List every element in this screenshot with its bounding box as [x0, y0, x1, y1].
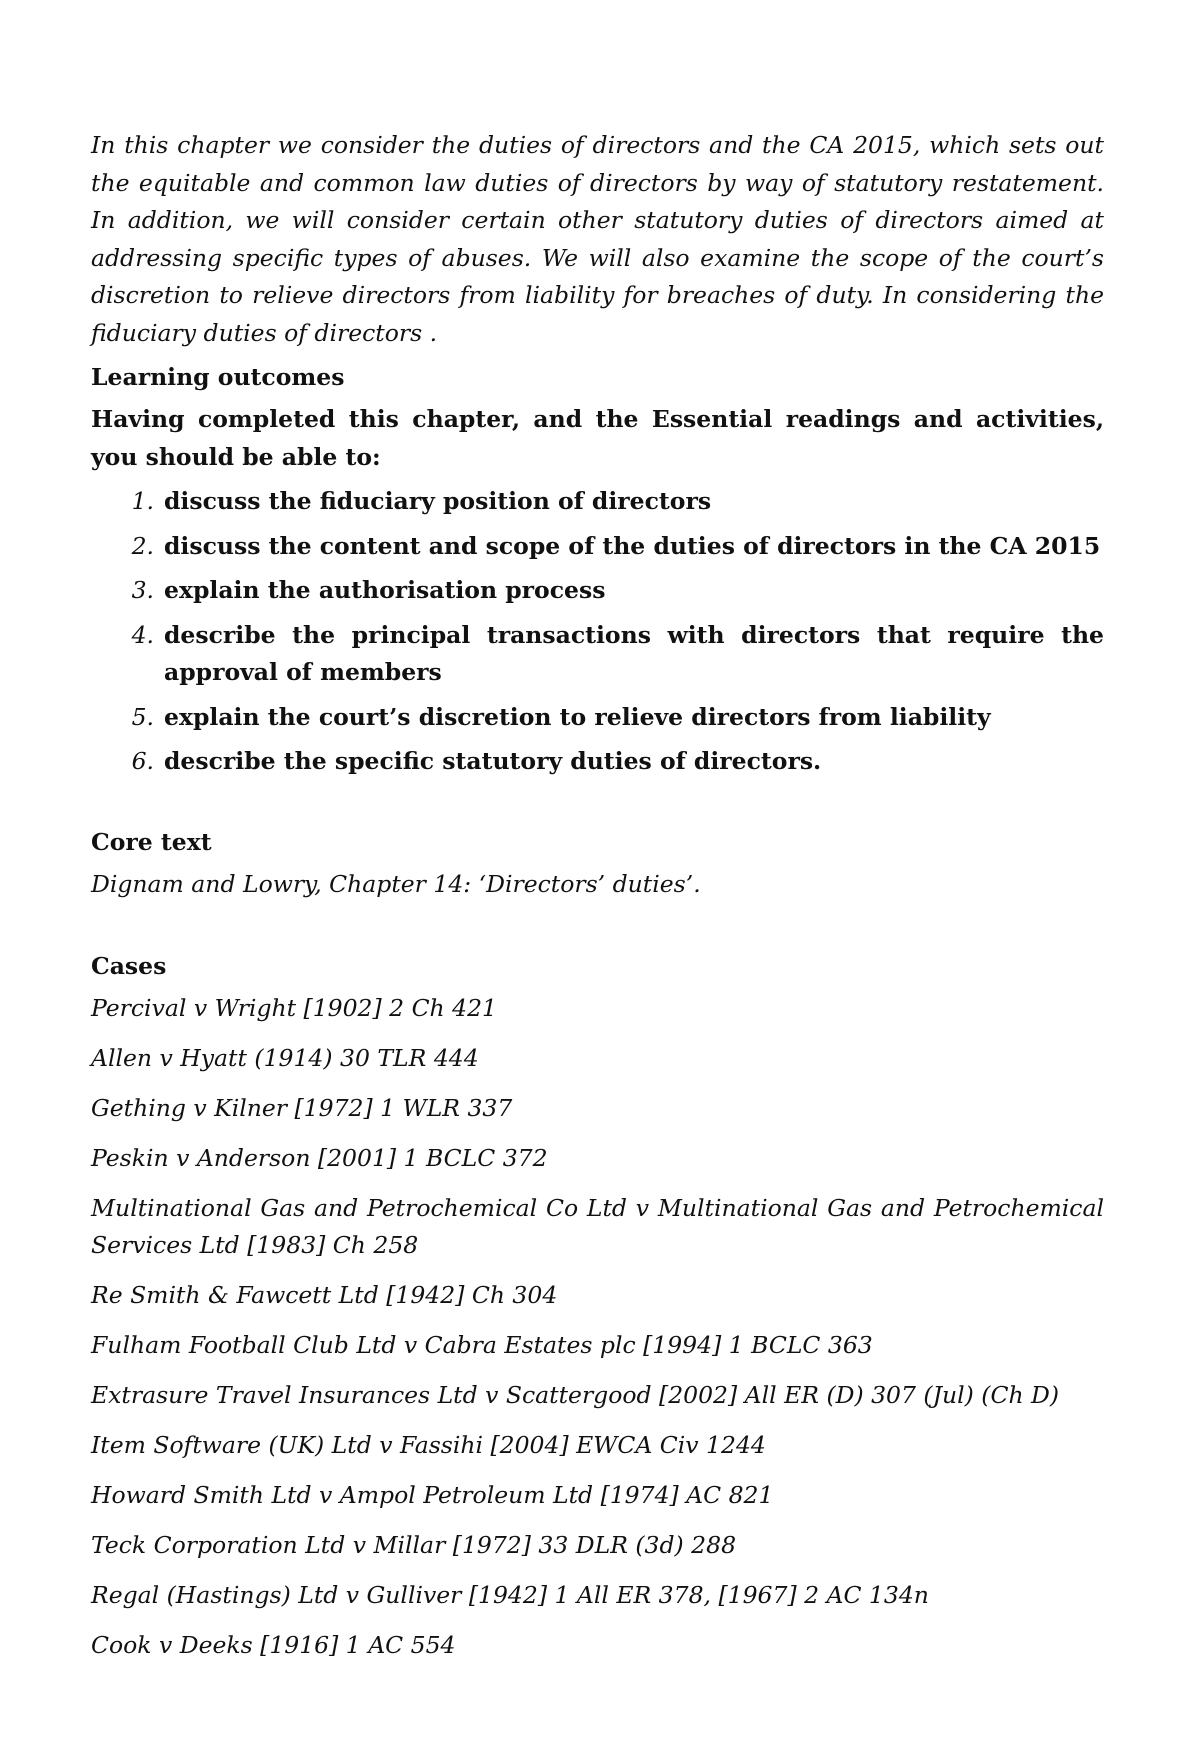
case-citation: Fulham Football Club Ltd v Cabra Estates plc [1994] 1 BCLC 363 — [91, 1330, 873, 1359]
list-number: 1. — [131, 487, 154, 515]
list-number: 2. — [131, 531, 154, 560]
case-citation: Howard Smith Ltd v Ampol Petroleum Ltd [1974] AC 821 — [91, 1480, 774, 1509]
core-text-reference: Dignam and Lowry, Chapter 14: ‘Directors’ duties’. — [91, 869, 701, 898]
learning-outcome-text: explain the court’s discretion to relieve directors from liability — [164, 702, 991, 731]
list-number: 5. — [131, 702, 154, 731]
learning-outcomes-heading: Learning outcomes — [91, 363, 345, 391]
case-citation: Multinational Gas and Petrochemical Co Ltd v Multinational Gas and Petrochemical Services Ltd [1983] Ch 258 — [91, 1193, 1104, 1259]
learning-outcome-text: discuss the content and scope of the duties of directors in the CA 2015 — [164, 531, 1101, 560]
learning-outcome-item — [91, 572, 1104, 610]
intro-paragraph: In this chapter we consider the duties of directors and the CA 2015, which sets out the equitable and common law duties of directors by way of statutory restatement. In addition, we will consider certain other statutory duties of directors aimed at addressing specific types of abuses. We will also examine the scope of the court’s discretion to relieve directors from liability for breaches of duty. In considering the fiduciary duties of directors . — [91, 131, 1104, 347]
case-citation: Item Software (UK) Ltd v Fassihi [2004] EWCA Civ 1244 — [91, 1430, 766, 1459]
learning-outcomes-list — [91, 483, 1104, 781]
learning-outcomes-lead: Having completed this chapter, and the Essential readings and activities, you should be able to: — [91, 405, 1104, 471]
case-citation: Extrasure Travel Insurances Ltd v Scattergood [2002] All ER (D) 307 (Jul) (Ch D) — [91, 1380, 1060, 1409]
document-page — [91, 127, 1104, 1677]
case-citation: Gething v Kilner [1972] 1 WLR 337 — [91, 1093, 513, 1122]
learning-outcome-item — [91, 743, 1104, 781]
learning-outcome-text: explain the authorisation process — [164, 576, 606, 604]
cases-list — [91, 990, 1104, 1664]
list-number: 6. — [131, 747, 154, 775]
learning-outcome-item — [91, 699, 1104, 737]
case-citation: Re Smith & Fawcett Ltd [1942] Ch 304 — [91, 1280, 558, 1309]
case-citation: Allen v Hyatt (1914) 30 TLR 444 — [91, 1043, 479, 1072]
case-citation: Peskin v Anderson [2001] 1 BCLC 372 — [91, 1143, 548, 1172]
learning-outcome-item — [91, 617, 1104, 692]
learning-outcome-item — [91, 483, 1104, 521]
list-number: 4. — [131, 620, 154, 649]
cases-heading: Cases — [91, 951, 167, 980]
learning-outcome-text: describe the specific statutory duties of directors. — [164, 747, 822, 775]
case-citation: Teck Corporation Ltd v Millar [1972] 33 DLR (3d) 288 — [91, 1530, 737, 1559]
core-text-heading: Core text — [91, 827, 212, 856]
learning-outcome-text: discuss the fiduciary position of directors — [164, 487, 712, 515]
learning-outcome-item — [91, 528, 1104, 566]
list-number: 3. — [131, 576, 154, 604]
learning-outcome-text: describe the principal transactions with directors that require the approval of members — [164, 620, 1104, 686]
case-citation: Cook v Deeks [1916] 1 AC 554 — [91, 1630, 456, 1659]
case-citation: Regal (Hastings) Ltd v Gulliver [1942] 1 All ER 378, [1967] 2 AC 134n — [91, 1580, 929, 1609]
case-citation: Percival v Wright [1902] 2 Ch 421 — [91, 993, 498, 1022]
